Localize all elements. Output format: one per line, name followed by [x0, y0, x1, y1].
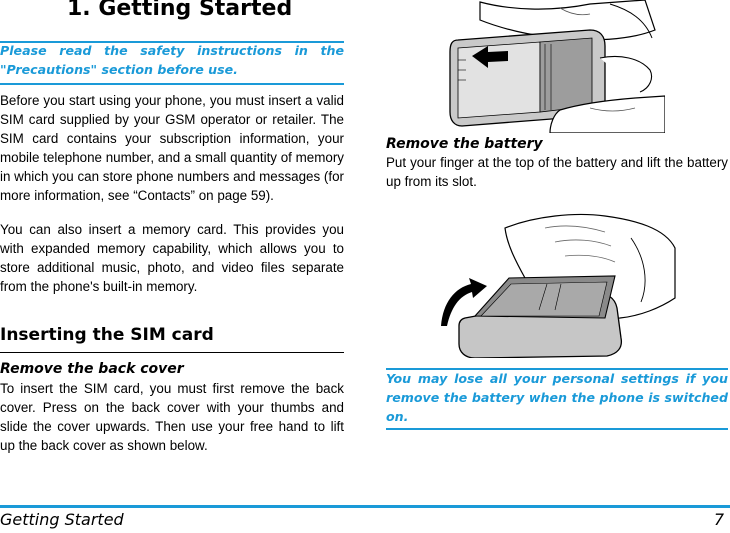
page-number: 7: [713, 510, 724, 529]
chapter-title: 1. Getting Started: [67, 0, 293, 21]
battery-note: You may lose all your personal settings if you remove the battery when the phone is switched on.: [386, 371, 728, 424]
step-remove-cover-title: Remove the back cover: [0, 361, 184, 377]
intro-paragraph-1: Before you start using your phone, you must insert a valid SIM card supplied by your GSM operator or retailer. The SIM card contains your subscription information, your mobile telephone number, and a small quantity of memory in which you can store phone numbers and messages (for more information, see “Contacts” on page 59).: [0, 93, 344, 203]
note-bottom-rule: [0, 83, 344, 85]
step-remove-battery-title: Remove the battery: [386, 136, 543, 152]
footer-section-name: Getting Started: [0, 510, 124, 529]
intro-paragraph-2: You can also insert a memory card. This provides you with expanded memory capability, which allows you to store additional music, photo, and video files separate from the phone's built-in memory.: [0, 222, 344, 294]
battery-illustration: [435, 198, 680, 358]
battery-note-bottom-rule: [386, 428, 728, 430]
back-cover-illustration: [440, 0, 665, 133]
step-remove-battery-text: Put your finger at the top of the battery and lift the battery up from its slot.: [386, 155, 728, 189]
safety-note: Please read the safety instructions in the "Precautions" section before use.: [0, 43, 344, 77]
section-heading: Inserting the SIM card: [0, 325, 214, 345]
step-remove-cover-text: To insert the SIM card, you must first remove the back cover. Press on the back cover with your thumbs and slide the cover upwards. Then use your free hand to lift up the back cover as shown below.: [0, 381, 344, 453]
footer-rule: [0, 505, 730, 508]
section-rule: [0, 352, 344, 353]
